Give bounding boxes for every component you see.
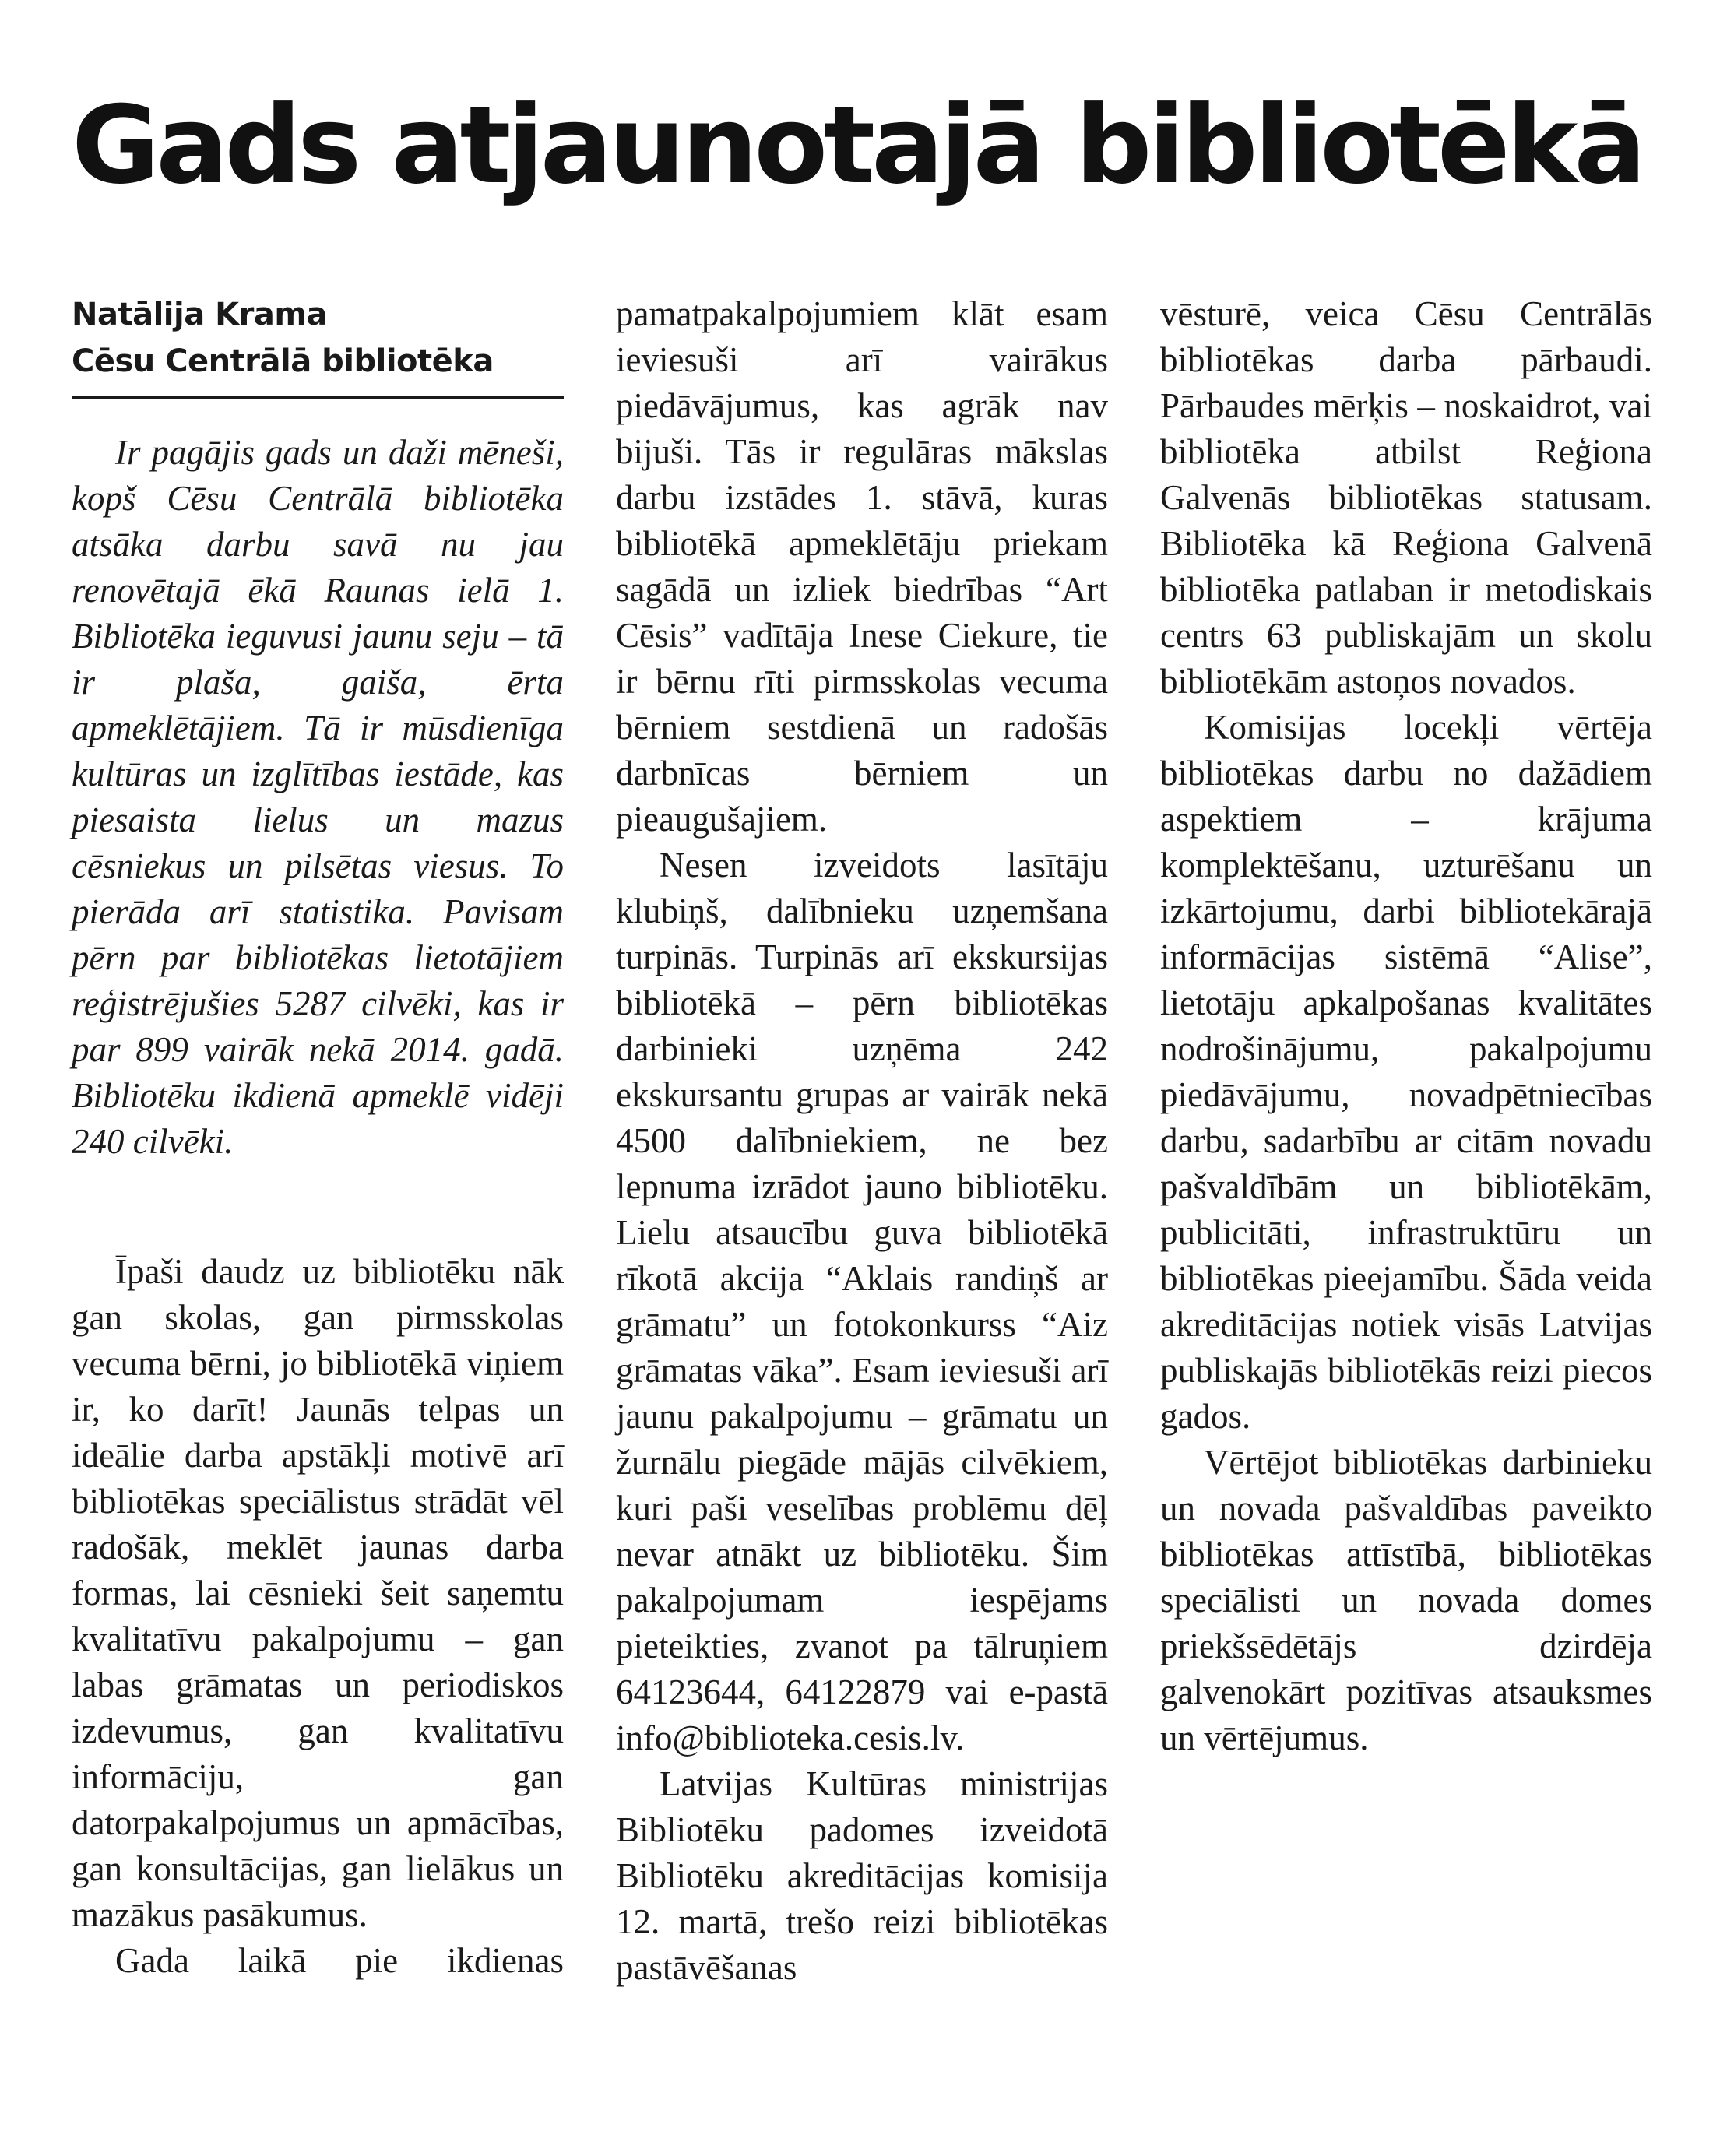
lead-paragraph: Ir pagājis gads un daži mēneši, kopš Cēsu Centrālā bibliotēka atsāka darbu savā nu jau renovētajā ēkā Raunas ielā 1. Bibliotēka ieguvusi jaunu seju – tā ir plaša, gaiša, ērta apmeklētājiem. Tā ir mūsdienīga kultūras un izglītības iestāde, kas piesaista lielus un mazus cēsniekus un pilsētas viesus. To pierāda arī statistika. Pavisam pērn par bibliotēkas lietotājiem reģistrējušies 5287 cilvēki, kas ir par 899 vairāk nekā 2014. gadā. Bibliotēku ikdienā apmeklē vidēji 240 cilvēki. xyxy=(72,433,564,1161)
author-name: Natālija Krama xyxy=(72,297,328,332)
lead-paragraph-block xyxy=(72,430,564,1165)
body-paragraph: Gada laikā pie ikdienas xyxy=(115,1941,564,1980)
body-paragraph: Vērtējot bibliotēkas darbinieku un novada pašvaldības paveikto bibliotēkas attīstībā, bibliotēkas speciālisti un novada domes priekšsēdētājs dzirdēja galvenokārt pozitīvas atsauksmes un vērtējumus. xyxy=(1160,1443,1652,1757)
body-paragraph-continued: pamatpakalpojumiem klāt esam ieviesuši arī vairākus piedāvājumus, kas agrāk nav bijuši. Tās ir regulāras mākslas darbu izstādes 1. stāvā, kuras bibliotēkā apmeklētāju priekam sagādā un izliek biedrības “Art Cēsis” vadītāja Inese Ciekure, tie ir bērnu rīti pirmsskolas vecuma bērniem sestdienā un radošās darbnīcas bērniem un pieaugušajiem. xyxy=(616,294,1108,839)
body-paragraph-continued: vēsturē, veica Cēsu Centrālās bibliotēkas darba pārbaudi. Pārbaudes mērķis – noskaidrot, vai bibliotēka atbilst Reģiona Galvenās bibliotēkas statusam. Bibliotēka kā Reģiona Galvenā bibliotēka patlaban ir metodiskais centrs 63 publiskajām un skolu bibliotēkām astoņos novados. xyxy=(1160,294,1652,701)
byline xyxy=(72,291,564,399)
column-3 xyxy=(1160,291,1652,1761)
body-paragraph: Nesen izveidots lasītāju klubiņš, dalībnieku uzņemšana turpinās. Turpinās arī ekskursijas bibliotēkā – pērn bibliotēkas darbinieki uzņēma 242 ekskursantu grupas ar vairāk nekā 4500 dalībniekiem, ne bez lepnuma izrādot jauno bibliotēku. Lielu atsaucību guva bibliotēkā rīkotā akcija “Aklais randiņš ar grāmatu” un fotokonkurss “Aiz grāmatas vāka”. Esam ieviesuši arī jaunu pakalpojumu – grāmatu un žurnālu piegāde mājās cilvēkiem, kuri paši veselības problēmu dēļ nevar atnākt uz bibliotēku. Šim pakalpojumam iespējams pieteikties, zvanot pa tālruņiem 64123644, 64122879 vai e-pastā info@biblioteka.cesis.lv. xyxy=(616,846,1108,1757)
column-1 xyxy=(72,1249,564,1984)
article-headline: Gads atjaunotajā bibliotēkā xyxy=(72,83,1643,208)
author-organization: Cēsu Centrālā bibliotēka xyxy=(72,343,494,379)
body-paragraph: Komisijas locekļi vērtēja bibliotēkas darbu no dažādiem aspektiem – krājuma komplektēšanu, uzturēšanu un izkārtojumu, darbi bibliotekārajā informācijas sistēmā “Alise”, lietotāju apkalpošanas kvalitātes nodrošinājumu, pakalpojumu piedāvājumu, novadpētniecības darbu, sadarbību ar citām novadu pašvaldībām un bibliotēkām, publicitāti, infrastruktūru un bibliotēkas pieejamību. Šāda veida akreditācijas notiek visās Latvijas publiskajās bibliotēkās reizi piecos gados. xyxy=(1160,708,1652,1436)
column-2 xyxy=(616,291,1108,1991)
body-paragraph: Latvijas Kultūras ministrijas Bibliotēku padomes izveidotā Bibliotēku akreditācijas komisija 12. martā, trešo reizi bibliotēkas pastāvēšanas xyxy=(616,1764,1108,1987)
body-paragraph: Īpaši daudz uz bibliotēku nāk gan skolas, gan pirmsskolas vecuma bērni, jo bibliotēkā viņiem ir, ko darīt! Jaunās telpas un ideālie darba apstākļi motivē arī bibliotēkas speciālistus strādāt vēl radošāk, meklēt jaunas darba formas, lai cēsnieki šeit saņemtu kvalitatīvu pakalpojumu – gan labas grāmatas un periodiskos izdevumus, gan kvalitatīvu informāciju, gan datorpakalpojumus un apmācības, gan konsultācijas, gan lielākus un mazākus pasākumus. xyxy=(72,1252,564,1934)
